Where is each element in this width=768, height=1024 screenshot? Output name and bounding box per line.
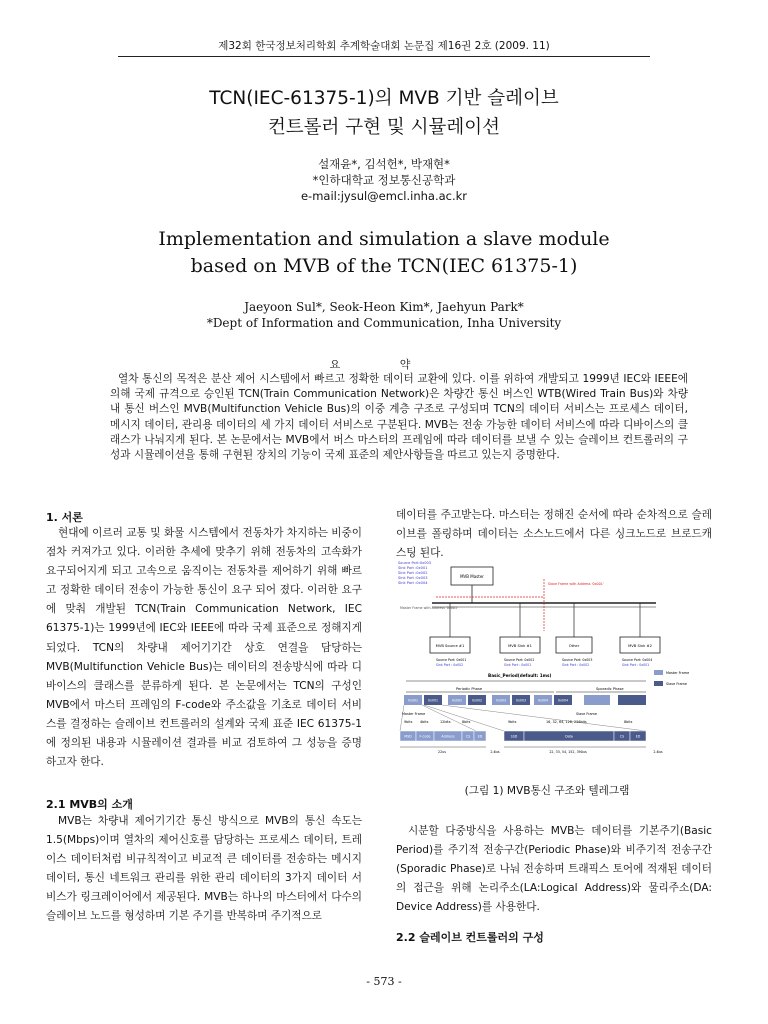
korean-title <box>0 84 768 142</box>
node-2-port-b: Sink Port : 0x001 <box>504 663 532 667</box>
master-port-1: Sink Port :0x001 <box>398 566 428 570</box>
timeline-cell-4: 0x003 <box>496 698 506 703</box>
author-email: e-mail:jysul@emcl.inha.ac.kr <box>300 189 468 203</box>
node-label-2: MVB Sink #1 <box>508 644 532 648</box>
sf-field-1: Data <box>565 734 573 739</box>
node-label-3: Other <box>568 644 580 648</box>
timeline-cell-3: 0x002 <box>472 698 482 703</box>
korean-title-line-2: 컨트롤러 구현 및 시뮬레이션 <box>267 117 501 138</box>
english-title <box>0 226 768 280</box>
mf-bits-3: 8bits <box>462 720 471 724</box>
section-2-1-text: MVB는 차량내 제어기기간 통신 방식으로 MVB의 통신 속도는 1.5(Mbps)이며 열차의 제어신호를 담당하는 프로세스 데이터, 트레이스 데이터처럼 비규칙적이고 비교적 큰 데이터를 전송하는 메시지 데이터, 통신 네트워크 관리를 위한 관리 데이터의 3가지 데이터 서비스가 링크레이어에서 제공된다. MVB는 하나의 마스터에서 다수의 슬레이브 노드를 형성하며 기본 주기를 반복하며 주기적으로 <box>46 815 362 923</box>
mf-field-2: Address <box>441 734 455 739</box>
legend-slave-label: Slave Frame <box>666 682 687 686</box>
node-2-port-a: Source Port: 0x002 <box>504 658 535 662</box>
timing-0: 22us <box>437 750 447 754</box>
master-port-0: Source Port:0x003 <box>398 561 432 565</box>
master-port-2: Sink Port :0x002 <box>398 571 428 575</box>
right-column-text-top: 데이터를 주고받는다. 마스터는 정해진 순서에 따라 순차적으로 슬레이브를 폴링하며 데이터는 소스노드에서 다른 싱크노드로 브로드캐스팅 된다. <box>396 509 712 560</box>
english-affiliation: *Dept of Information and Communication, Inha University <box>206 316 562 330</box>
node-3-port-b: Sink Port : 0x002 <box>562 663 590 667</box>
periodic-phase-label: Periodic Phase <box>456 687 483 691</box>
mvb-master-label: MVB Master <box>460 574 484 579</box>
korean-affiliation: *인하대학교 정보통신공학과 <box>312 173 456 187</box>
page-number: - 573 - <box>366 975 402 988</box>
header-rule <box>118 56 650 57</box>
sf-bits-2: 8bits <box>624 720 633 724</box>
timing-2: 22, 33, 54, 152, 390us <box>549 750 587 754</box>
master-port-4: Sink Port :0x004 <box>398 581 428 585</box>
abstract-text: 열차 통신의 목적은 분산 제어 시스템에서 빠르고 정확한 데이터 교환에 있다. 이를 위하여 개발되고 1999년 IEC와 IEEE에 의해 국제 규격으로 승인된 TCN(Train Communication Network)은 차량간 통신 버스인 WTB(Wired Train Bus)와 차량내 통신 버스인 MVB(Multifunction Vehicle Bus)의 이중 계층 구조로 구성되며 TCN의 데이터 서비스는 프로세스 데이터, 메시지 데이터, 관리용 데이터의 세 가지 데이터 서비스로 구분된다. MVB는 전송 가능한 데이터 서비스에 따라 디바이스의 클래스가 나눠지게 된다. 본 논문에서는 MVB에서 버스 마스터의 프레임에 따라 데이터를 보낼 수 있는 슬레이브 컨트롤러의 구성과 시뮬레이션을 통해 구현된 장치의 기능이 국제 표준의 제안사항들을 따르고 있는지 증명한다. <box>110 373 688 462</box>
basic-period-label: Basic_Period(default: 1ms) <box>488 673 552 678</box>
timeline-cell-5: 0x003 <box>516 698 526 703</box>
timeline-cell-2: 0x002 <box>452 698 462 703</box>
node-label-4: MVB Sink #2 <box>628 644 652 648</box>
mf-field-3: CS <box>465 734 471 739</box>
sf-field-0: SSD <box>510 734 518 739</box>
mf-field-1: F-code <box>419 734 431 739</box>
node-1-port-a: Source Port: 0x001 <box>436 658 467 662</box>
korean-author-block <box>0 156 768 204</box>
mf-bits-1: 4bits <box>420 720 429 724</box>
legend-master-label: Master Frame <box>666 671 690 675</box>
figure-1-caption: (그림 1) MVB통신 구조와 텔레그램 <box>464 785 630 797</box>
legend-master-swatch <box>654 670 663 675</box>
english-title-line-2: based on MVB of the TCN(IEC 61375-1) <box>190 255 578 277</box>
mf-bits-0: 9bits <box>404 720 413 724</box>
right-column-text-mid: 시분할 다중방식을 사용하는 MVB는 데이터를 기본주기(Basic Period)를 주기적 전송구간(Periodic Phase)와 비주기적 전송구간(Sporadic Phase)로 나눠 전송하며 트래픽스 토어에 적재된 데이터의 접근을 위해 논리주소(LA:Logical Address)와 물리주소(DA: Device Address)를 사용한다. <box>396 825 712 914</box>
timing-1: 2-6us <box>490 750 500 754</box>
english-title-line-1: Implementation and simulation a slave module <box>158 228 610 250</box>
abstract-heading: 요 약 <box>329 358 439 371</box>
timeline-cell-6: 0x004 <box>538 698 548 703</box>
timing-3: 2-6us <box>653 750 663 754</box>
node-3-port-a: Source Port: 0x003 <box>562 658 593 662</box>
korean-title-line-1: TCN(IEC-61375-1)의 MVB 기반 슬레이브 <box>209 88 559 109</box>
node-4-port-a: Source Port: 0x004 <box>622 658 653 662</box>
sf-bits-1: 16, 32, 64, 128, 256bits <box>546 720 587 724</box>
slave-frame-fields <box>504 731 646 741</box>
sf-bits-0: 9bits <box>508 720 517 724</box>
node-1-port-b: Sink Port : 0x002 <box>436 663 464 667</box>
section-1-heading: 1. 서론 <box>46 511 83 524</box>
node-4-port-b: Sink Port : 0x001 <box>622 663 650 667</box>
timeline-cell-1: 0x001 <box>428 698 438 703</box>
legend-slave-swatch <box>654 681 663 686</box>
sf-field-3: ED <box>635 734 641 739</box>
timeline-cell-0: 0x001 <box>408 698 418 703</box>
english-authors: Jaeyoon Sul*, Seok-Heon Kim*, Jaehyun Park* <box>244 300 524 314</box>
section-2-1-heading: 2.1 MVB의 소개 <box>46 798 133 811</box>
master-frame-note: Master Frame with Address '0x001' <box>400 606 459 610</box>
sporadic-phase-label: Sporadic Phase <box>596 687 624 691</box>
sf-field-2: CS <box>619 734 625 739</box>
node-label-1: MVB Source #1 <box>435 644 465 648</box>
slave-frame-title: Slave Frame <box>576 712 597 716</box>
section-2-2-heading: 2.2 슬레이브 컨트롤러의 구성 <box>396 931 544 944</box>
slave-frame-note: Slave Frame with Address '0x001' <box>548 582 604 586</box>
english-author-block <box>0 299 768 331</box>
timeline-cell-7: 0x004 <box>558 698 568 703</box>
mf-bits-2: 12bits <box>440 720 451 724</box>
master-port-3: Sink Port :0x003 <box>398 576 428 580</box>
section-1-text: 현대에 이르러 교통 및 화물 시스템에서 전동차가 차지하는 비중이 점차 커져가고 있다. 이러한 추세에 맞추기 위해 전동차의 고속화가 요구되어지게 되고 고속으로 움직이는 전동차를 제어하기 위해 빠르고 정확한 데이터 전송이 가능한 통신이 요구 되어 졌다. 이러한 요구에 맞춰 개발된 TCN(Train Communication Network, IEC 61375-1)는 1999년에 IEC와 IEEE에 따라 국제 표준으로 정해지게 되었다. TCN의 차량내 제어기기간 상호 연결을 담당하는 MVB(Multifunction Vehicle Bus)는 데이터의 전송방식에 따라 디바이스의 클래스를 분류하게 된다. 본 논문에서는 TCN의 구성인 MVB에서 마스터 프레임의 F-code와 주소값을 기초로 데이터 서비스를 결정하는 슬레이브 컨트롤러의 설계와 국제 표준 IEC 61375-1에 정의된 내용과 시뮬레이션 결과를 비교 검토하여 그 성능을 증명하고자 한다. <box>46 527 362 769</box>
master-frame-title: Master Frame <box>402 712 426 716</box>
mvb-structure-figure <box>396 557 698 769</box>
mf-field-4: ED <box>477 734 483 739</box>
mf-field-0: MSD <box>404 734 412 739</box>
korean-authors: 설재윤*, 김석헌*, 박재현* <box>318 157 450 171</box>
proceedings-header: 제32회 한국정보처리학회 추계학술대회 논문집 제16권 2호 (2009. 11) <box>218 40 550 52</box>
